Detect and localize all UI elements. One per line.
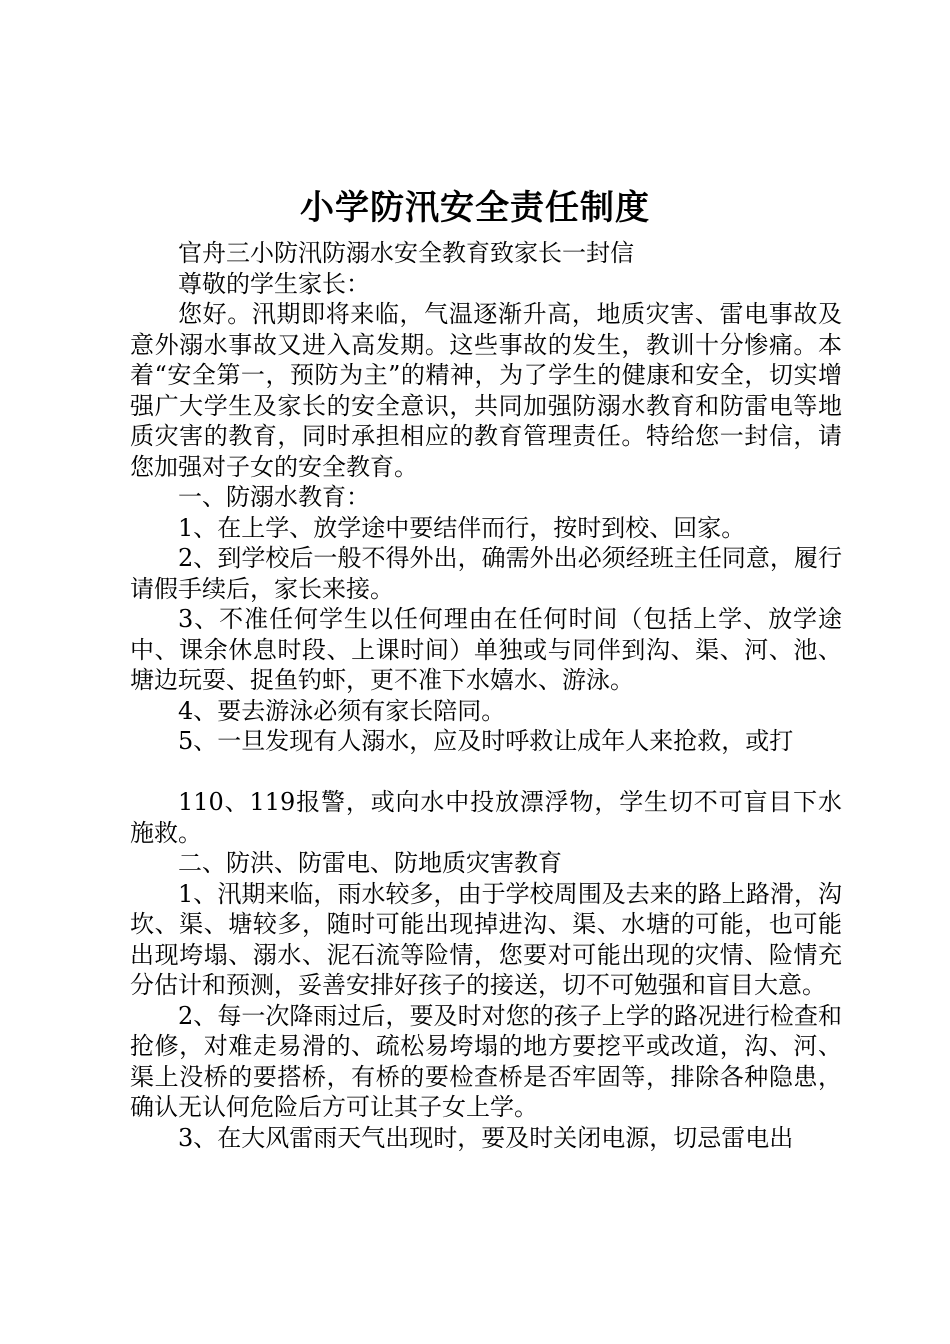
drowning-item-3: 3、不准任何学生以任何理由在任何时间（包括上学、放学途中、课余休息时段、上课时间）单独或与同伴到沟、渠、河、池、塘边玩耍、捉鱼钓虾，更不准下水嬉水、游泳。 [130,605,842,694]
section-heading-drowning: 一、防溺水教育： [178,483,370,511]
salutation: 尊敬的学生家长： [178,269,370,298]
flood-item-3: 3、在大风雷雨天气出现时，要及时关闭电源，切忌雷电出 [178,1123,794,1152]
drowning-item-5: 5、一旦发现有人溺水，应及时呼救让成年人来抢救，或打 [178,727,794,755]
drowning-item-2: 2、到学校后一般不得外出，确需外出必须经班主任同意，履行请假手续后，家长来接。 [130,544,842,603]
document-body-part1 [130,238,842,757]
intro-paragraph: 您好。汛期即将来临，气温逐渐升高，地质灾害、雷电事故及意外溺水事故又进入高发期。这些事故的发生，教训十分惨痛。本着“安全第一，预防为主”的精神，为了学生的健康和安全，切实增强广大学生及家长的安全意识，共同加强防溺水教育和防雷电等地质灾害的教育，同时承担相应的教育管理责任。特给您一封信，请您加强对子女的安全教育。 [130,300,842,481]
flood-item-1: 1、汛期来临，雨水较多，由于学校周围及去来的路上路滑，沟坎、渠、塘较多，随时可能出现掉进沟、渠、水塘的可能，也可能出现垮塌、溺水、泥石流等险情，您要对可能出现的灾情、险情充分估计和预测，妥善安排好孩子的接送，切不可勉强和盲目大意。 [130,879,842,999]
flood-item-2: 2、每一次降雨过后，要及时对您的孩子上学的路况进行检查和抢修，对难走易滑的、疏松易垮塌的地方要挖平或改道，沟、河、渠上没桥的要搭桥，有桥的要检查桥是否牢固等，排除各种隐患，确认无认何危险后方可让其子女上学。 [130,1001,842,1121]
drowning-item-5-continued: 110、119报警，或向水中投放漂浮物，学生切不可盲目下水施救。 [130,788,842,847]
drowning-item-4: 4、要去游泳必须有家长陪同。 [178,696,506,725]
document-title: 小学防汛安全责任制度 [300,188,650,228]
document-body-part2 [130,787,842,1153]
drowning-item-1: 1、在上学、放学途中要结伴而行，按时到校、回家。 [178,513,746,542]
letter-heading: 官舟三小防汛防溺水安全教育致家长一封信 [178,239,634,267]
section-heading-flood: 二、防洪、防雷电、防地质灾害教育 [178,849,562,877]
